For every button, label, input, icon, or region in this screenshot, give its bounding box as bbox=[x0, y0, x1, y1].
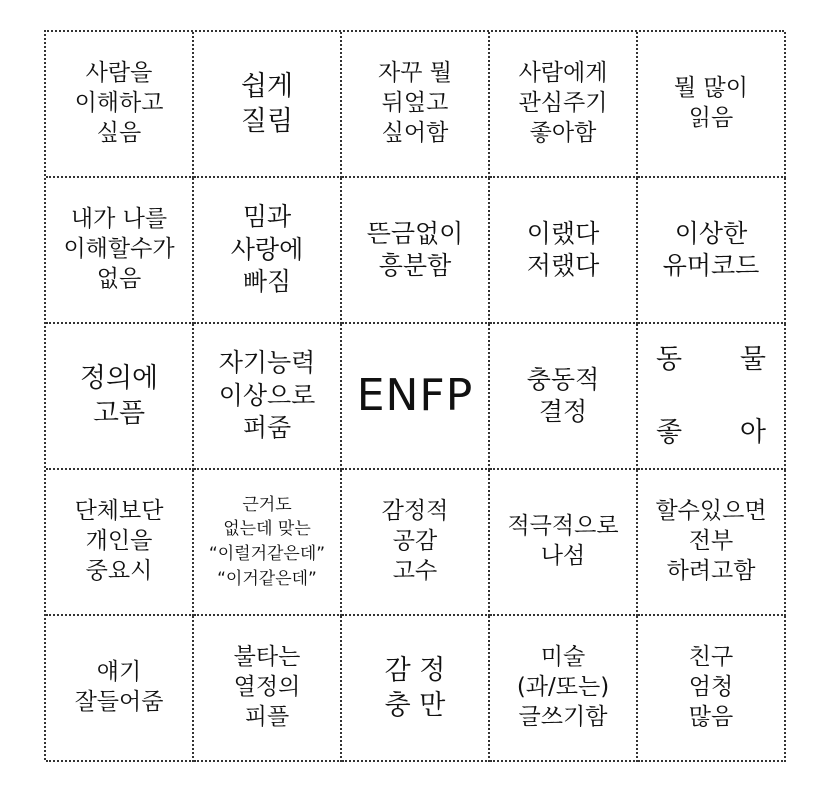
bingo-cell: 할수있으면 전부 하려고함 bbox=[638, 470, 786, 616]
bingo-cell: 쉽게 질림 bbox=[194, 32, 342, 178]
bingo-cell: 얘기 잘들어줌 bbox=[46, 616, 194, 762]
bingo-cell: 근거도 없는데 맞는 “이럴거같은데” “이거같은데” bbox=[194, 470, 342, 616]
spread-char: 좋 bbox=[656, 416, 683, 448]
bingo-cell: 뭘 많이 읽음 bbox=[638, 32, 786, 178]
bingo-cell: 밈과 사랑에 빠짐 bbox=[194, 178, 342, 324]
bingo-cell-spread bbox=[638, 324, 786, 470]
bingo-cell: 미술 (과/또는) 글쓰기함 bbox=[490, 616, 638, 762]
bingo-cell: 불타는 열정의 피플 bbox=[194, 616, 342, 762]
bingo-cell: 사람에게 관심주기 좋아함 bbox=[490, 32, 638, 178]
bingo-cell: 자기능력 이상으로 퍼줌 bbox=[194, 324, 342, 470]
spread-char: 동 bbox=[656, 344, 683, 375]
center-free-cell: ENFP bbox=[342, 324, 490, 470]
bingo-cell: 이상한 유머코드 bbox=[638, 178, 786, 324]
bingo-cell: 뜬금없이 흥분함 bbox=[342, 178, 490, 324]
bingo-board bbox=[44, 30, 784, 760]
bingo-cell: 단체보단 개인을 중요시 bbox=[46, 470, 194, 616]
bingo-cell: 감정적 공감 고수 bbox=[342, 470, 490, 616]
bingo-cell: 내가 나를 이해할수가 없음 bbox=[46, 178, 194, 324]
bingo-cell: 적극적으로 나섬 bbox=[490, 470, 638, 616]
bingo-cell: 사람을 이해하고 싶음 bbox=[46, 32, 194, 178]
bingo-cell: 자꾸 뭘 뒤엎고 싶어함 bbox=[342, 32, 490, 178]
bingo-cell: 정의에 고픔 bbox=[46, 324, 194, 470]
spread-char: 아 bbox=[739, 416, 766, 448]
bingo-cell: 친구 엄청 많음 bbox=[638, 616, 786, 762]
bingo-cell: 감 정 충 만 bbox=[342, 616, 490, 762]
spread-char: 물 bbox=[739, 344, 766, 375]
bingo-cell: 충동적 결정 bbox=[490, 324, 638, 470]
bingo-cell: 이랬다 저랬다 bbox=[490, 178, 638, 324]
